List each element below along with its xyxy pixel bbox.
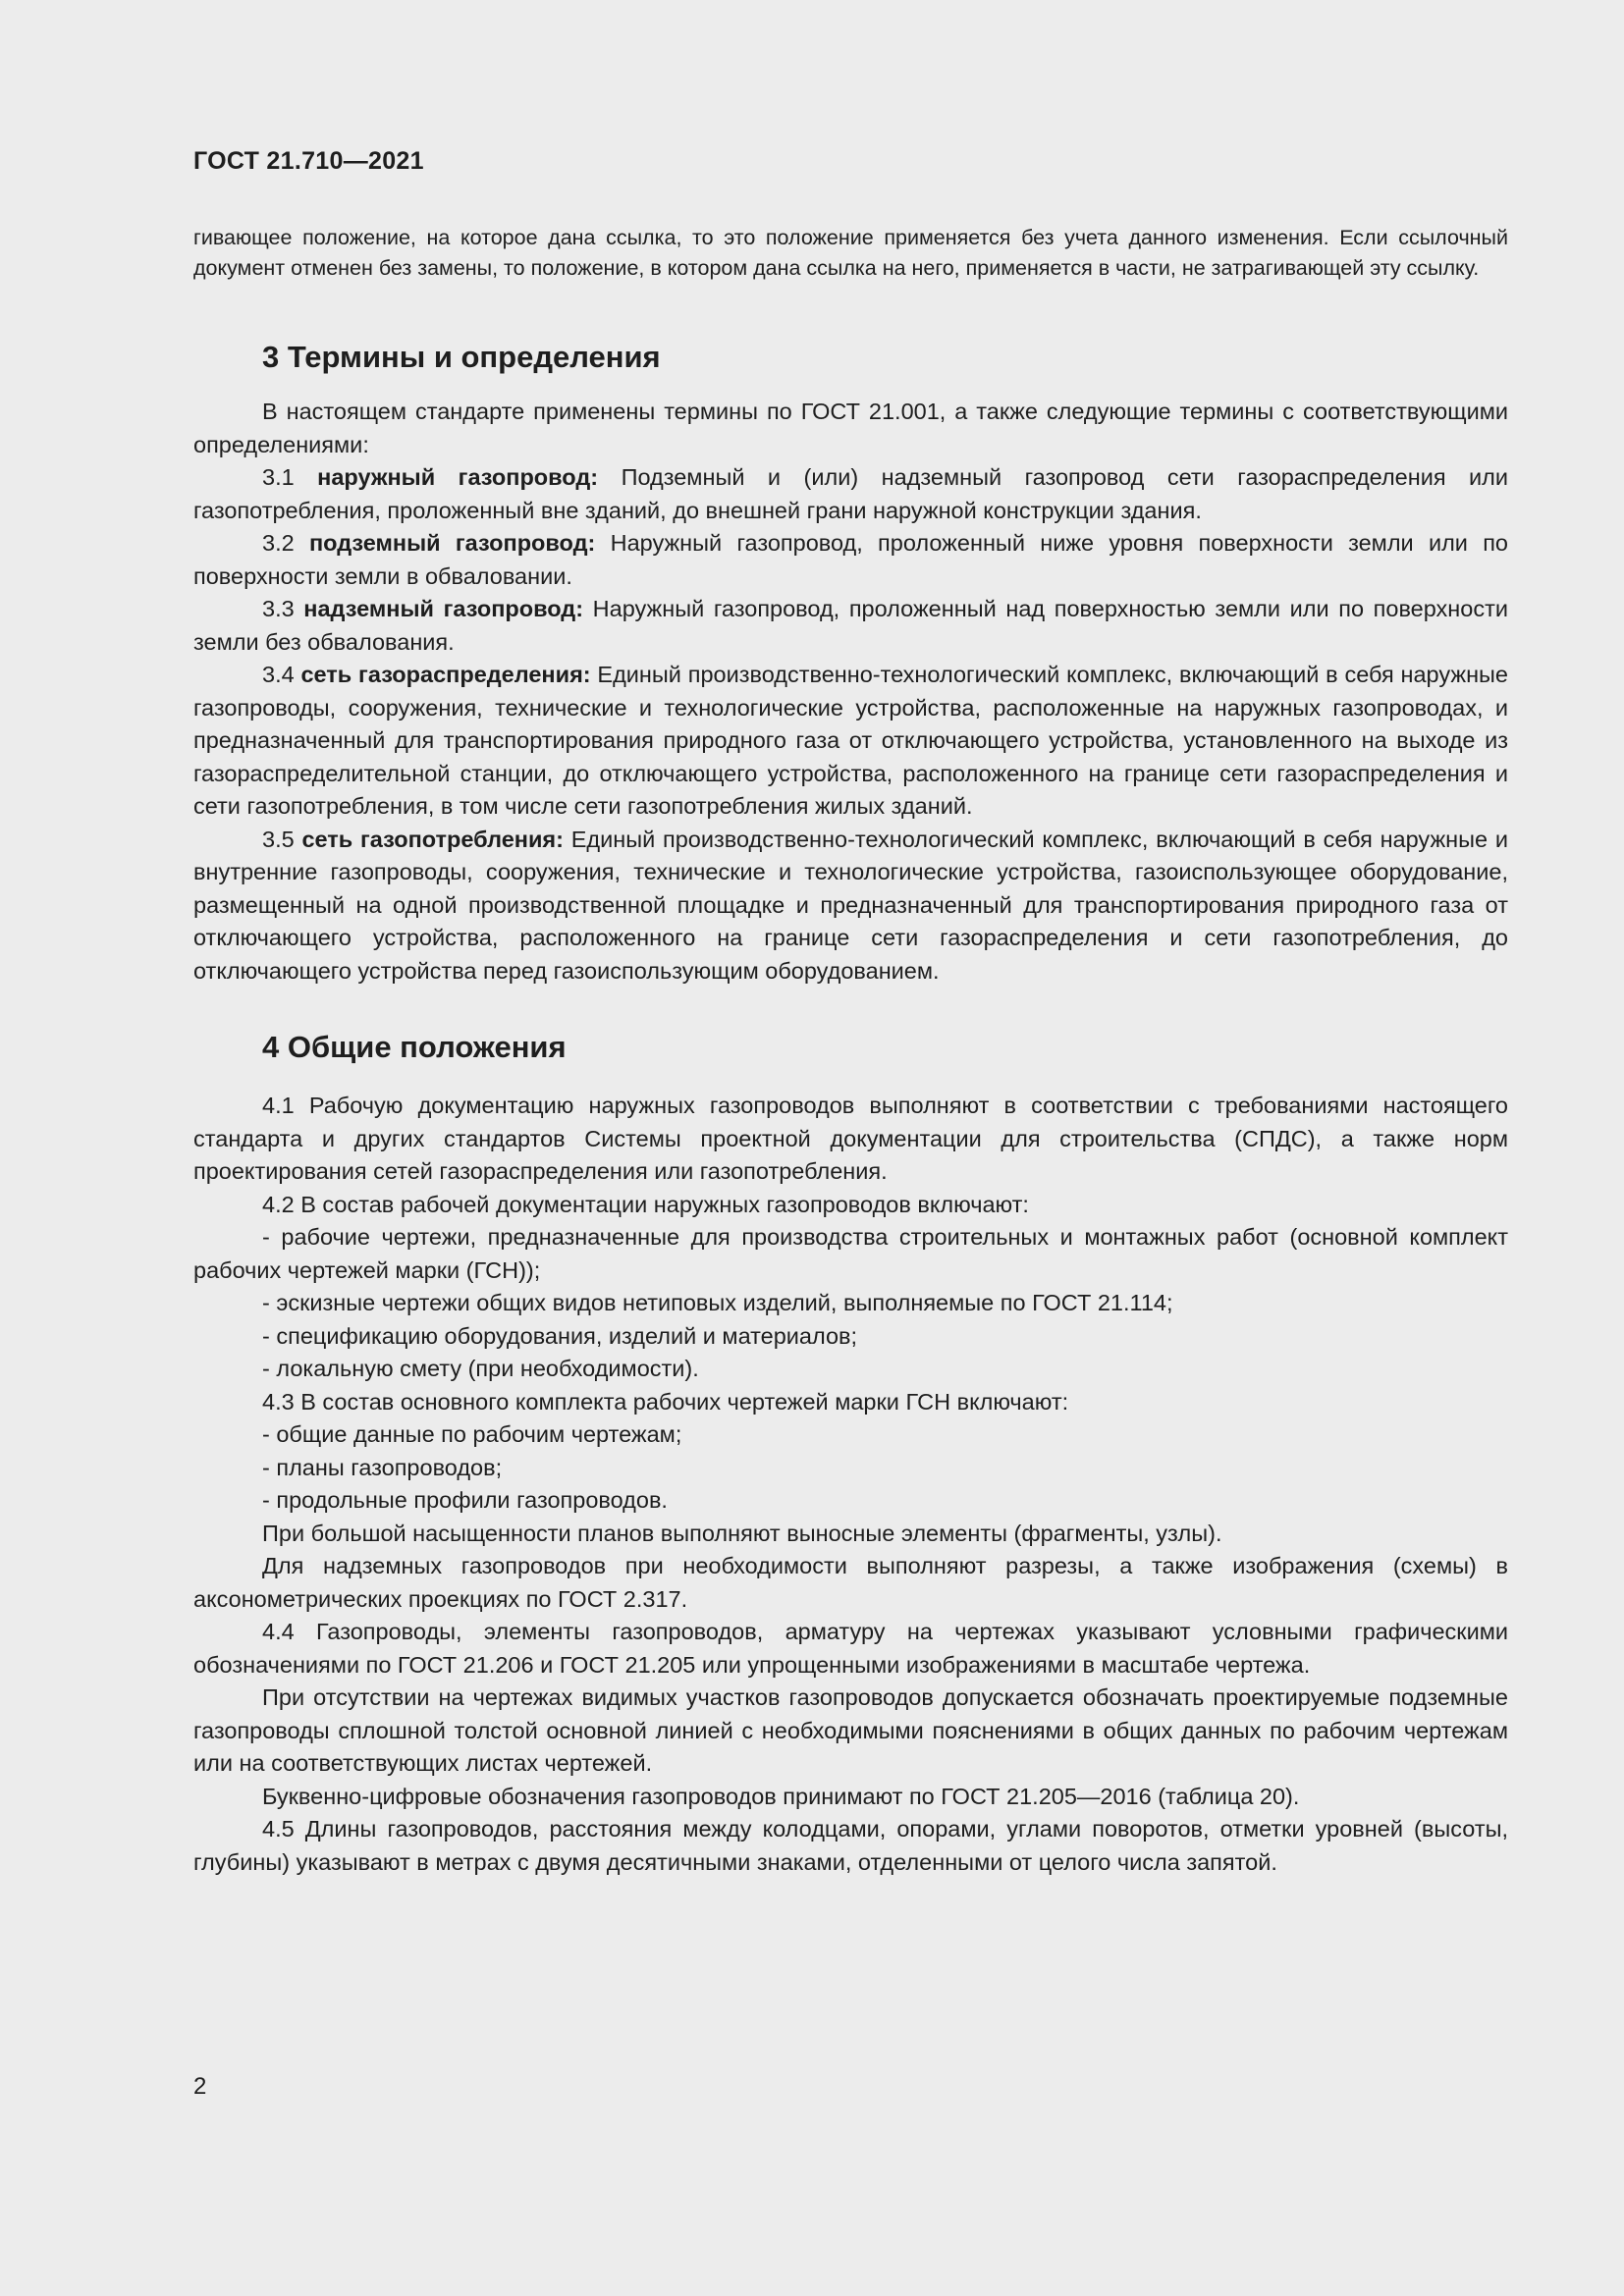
term-number: 3.1 [262, 464, 318, 490]
paragraph-4-3b: Для надземных газопроводов при необходимости выполняют разрезы, а также изображения (схемы) в аксонометрических проекциях по ГОСТ 2.317. [193, 1553, 1508, 1612]
paragraph-4-2: 4.2 В состав рабочей документации наружных газопроводов включают: [262, 1191, 1029, 1217]
list-item: - рабочие чертежи, предназначенные для производства строительных и монтажных работ (основной комплект рабочих чертежей марки (ГСН)); [193, 1224, 1508, 1283]
term-name: сеть газопотребления: [301, 826, 564, 852]
list-item: - общие данные по рабочим чертежам; [262, 1421, 682, 1447]
term-name: наружный газопровод: [317, 464, 599, 490]
term-definition: Наружный газопровод, проложенный ниже уровня поверхности земли или по поверхности земли в обваловании. [193, 530, 1508, 589]
section-4-heading: 4 Общие положения [262, 1030, 567, 1064]
paragraph-4-4b: Буквенно-цифровые обозначения газопроводов принимают по ГОСТ 21.205—2016 (таблица 20). [262, 1783, 1300, 1809]
term-3-5 [193, 824, 1508, 988]
term-definition: Единый производственно-технологический комплекс, включающий в себя наружные газопроводы, сооружения, технические и технологические устройства, расположенные на наружных газопроводах, и предназначенный для транспортирования природного газа от отключающего устройства, установленного на выходе из газораспределительной станции, до отключающего устройства, расположенного на границе сети газораспределения и сети газопотребления, в том числе сети газопотребления жилых зданий. [193, 662, 1509, 819]
term-3-4 [193, 659, 1508, 824]
term-number: 3.3 [262, 596, 304, 621]
page-number: 2 [193, 2073, 207, 2100]
document-header: ГОСТ 21.710—2021 [193, 147, 424, 175]
paragraph-4-3a: При большой насыщенности планов выполняют выносные элементы (фрагменты, узлы). [262, 1520, 1222, 1546]
term-number: 3.2 [262, 530, 309, 556]
term-3-2 [193, 527, 1508, 593]
term-definition: Наружный газопровод, проложенный над поверхностью земли или по поверхности земли без обвалования. [193, 596, 1508, 655]
paragraph-4-4a: При отсутствии на чертежах видимых участков газопроводов допускается обозначать проектируемые подземные газопроводы сплошной толстой основной линией с необходимыми пояснениями в общих данных по рабочим чертежам или на соответствующих листах чертежей. [193, 1684, 1508, 1776]
page-content [193, 223, 1508, 1879]
term-number: 3.4 [262, 662, 301, 687]
section-3-lead: В настоящем стандарте применены термины по ГОСТ 21.001, а также следующие термины с соответствующими определениями: [193, 399, 1508, 457]
term-definition: Единый производственно-технологический комплекс, включающий в себя наружные и внутренние газопроводы, сооружения, технические и технологические устройства, газоиспользующее оборудование, размещенный на одной производственной площадке и предназначенный для транспортирования природного газа от отключающего устройства, расположенного на границе сети газораспределения и сети газопотребления, до отключающего устройства перед газоиспользующим оборудованием. [193, 826, 1508, 984]
term-definition: Подземный и (или) надземный газопровод сети газораспределения или газопотребления, проложенный вне зданий, до внешней грани наружной конструкции здания. [193, 464, 1508, 523]
list-item: - продольные профили газопроводов. [262, 1487, 668, 1513]
term-name: сеть газораспределения: [300, 662, 591, 687]
term-name: надземный газопровод: [303, 596, 584, 621]
paragraph-4-1: 4.1 Рабочую документацию наружных газопроводов выполняют в соответствии с требованиями настоящего стандарта и других стандартов Системы проектной документации для строительства (СПДС), а также норм проектирования сетей газораспределения или газопотребления. [193, 1093, 1508, 1184]
term-number: 3.5 [262, 826, 302, 852]
list-item: - локальную смету (при необходимости). [262, 1356, 699, 1381]
paragraph-4-5: 4.5 Длины газопроводов, расстояния между колодцами, опорами, углами поворотов, отметки уровней (высоты, глубины) указывают в метрах с двумя десятичными знаками, отделенными от целого числа запятой. [193, 1816, 1508, 1875]
paragraph-4-3: 4.3 В состав основного комплекта рабочих чертежей марки ГСН включают: [262, 1388, 1069, 1415]
paragraph-4-4: 4.4 Газопроводы, элементы газопроводов, арматуру на чертежах указывают условными графическими обозначениями по ГОСТ 21.206 и ГОСТ 21.205 или упрощенными изображениями в масштабе чертежа. [193, 1619, 1508, 1678]
term-3-3 [193, 593, 1508, 659]
intro-paragraph: гивающее положение, на которое дана ссылка, то это положение применяется без учета данного изменения. Если ссылочный документ отменен без замены, то положение, в котором дана ссылка на него, применяется в части, не затрагивающей эту ссылку. [193, 226, 1508, 280]
list-item: - эскизные чертежи общих видов нетиповых изделий, выполняемые по ГОСТ 21.114; [262, 1290, 1173, 1315]
list-item: - спецификацию оборудования, изделий и материалов; [262, 1322, 858, 1349]
term-name: подземный газопровод: [308, 530, 596, 556]
section-3-heading: 3 Термины и определения [262, 340, 661, 374]
term-3-1 [193, 461, 1508, 527]
list-item: - планы газопроводов; [262, 1454, 503, 1480]
